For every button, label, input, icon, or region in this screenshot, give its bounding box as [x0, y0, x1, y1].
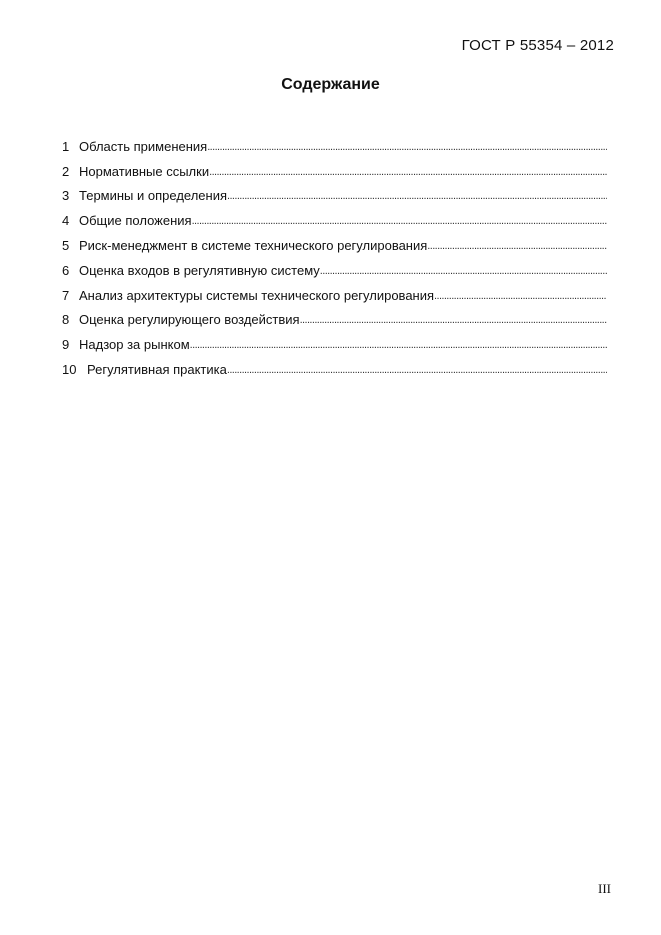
- toc-item-number: 10: [62, 361, 77, 377]
- toc-item-title: Оценка регулирующего воздействия: [79, 312, 300, 328]
- toc-item-title: Надзор за рынком: [79, 337, 190, 353]
- standard-code: ГОСТ Р 55354 – 2012: [461, 37, 614, 54]
- toc-item-title: Область применения: [79, 138, 208, 154]
- toc-item[interactable]: [62, 229, 607, 254]
- toc-item-number: 1: [62, 138, 70, 154]
- toc-item-title: Нормативные ссылки: [79, 163, 210, 179]
- toc-dot-leader: [320, 263, 607, 279]
- toc-item-number: 7: [62, 287, 70, 303]
- toc-item-title: Анализ архитектуры системы технического регулирования: [79, 287, 435, 303]
- toc-dot-leader: [434, 288, 607, 304]
- toc-item[interactable]: [62, 353, 607, 378]
- toc-item-number: 6: [62, 262, 70, 278]
- toc-dot-leader: [209, 164, 607, 180]
- toc-item-number: 3: [62, 188, 70, 204]
- toc-dot-leader: [427, 238, 607, 254]
- toc-item[interactable]: [62, 304, 607, 329]
- toc-item-title: Регулятивная практика: [87, 361, 227, 377]
- toc-item-title: Термины и определения: [79, 188, 228, 204]
- toc-item[interactable]: [62, 328, 607, 353]
- toc-title: Содержание: [281, 76, 380, 93]
- toc-dot-leader: [190, 337, 607, 353]
- toc-item-number: 4: [62, 213, 70, 229]
- toc-item[interactable]: [62, 279, 607, 304]
- toc-item-number: 9: [62, 337, 70, 353]
- toc-list: [62, 130, 607, 378]
- page-number: III: [598, 881, 611, 896]
- toc-dot-leader: [207, 139, 607, 155]
- toc-item[interactable]: [62, 155, 607, 180]
- toc-item-title: Оценка входов в регулятивную систему: [79, 262, 320, 278]
- toc-item[interactable]: [62, 130, 607, 155]
- toc-item-title: Риск-менеджмент в системе технического регулирования: [79, 237, 428, 253]
- toc-item-title: Общие положения: [79, 213, 192, 229]
- toc-item[interactable]: [62, 180, 607, 205]
- toc-item[interactable]: [62, 254, 607, 279]
- toc-item-number: 8: [62, 312, 70, 328]
- toc-item[interactable]: [62, 204, 607, 229]
- toc-item-number: 5: [62, 237, 70, 253]
- toc-dot-leader: [192, 213, 607, 229]
- toc-item-number: 2: [62, 163, 70, 179]
- toc-dot-leader: [227, 362, 607, 378]
- toc-dot-leader: [227, 188, 607, 204]
- toc-dot-leader: [300, 312, 607, 328]
